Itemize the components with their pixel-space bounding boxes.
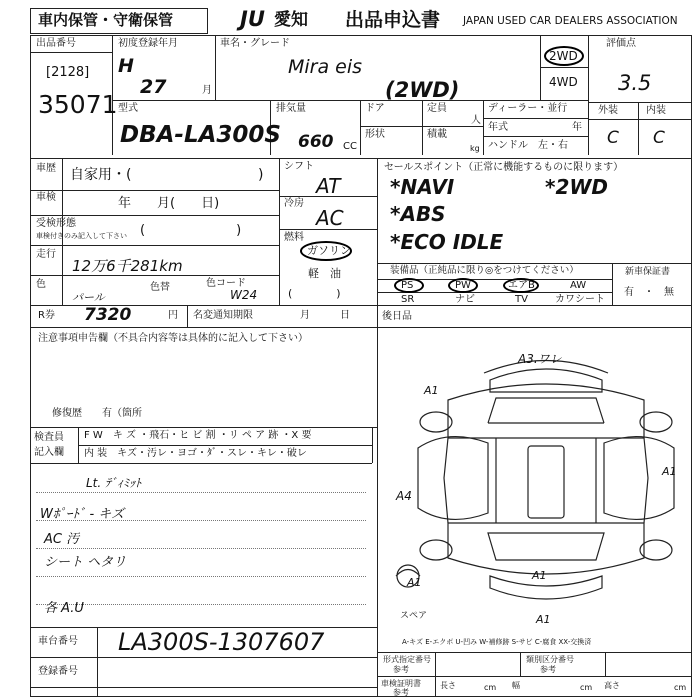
lot-label: 出品番号 — [36, 38, 76, 49]
airbag-circle — [503, 278, 539, 293]
history-value: 自家用・( — [70, 167, 132, 183]
ref-2: 参考 — [540, 665, 556, 674]
accept-paren: ( ) — [140, 223, 242, 238]
aichi-label: 愛知 — [274, 10, 308, 30]
interior-row: 内 装 キズ・汚レ・ヨゴ・ﾀﾞ・スレ・キレ・破レ — [84, 448, 307, 459]
diagram-a1-left: A1 — [407, 576, 422, 589]
sales-title: セールスポイント（正常に機能するものに限ります） — [384, 162, 624, 173]
capacity-label: 定員 — [427, 103, 447, 114]
mileage-value: 12万6千281km — [72, 257, 183, 275]
displacement-value: 660 — [298, 132, 334, 152]
sales-point-1: *NAVI — [390, 175, 455, 199]
form-title: 出品申込書 — [345, 9, 441, 31]
fuel-paren: ( ) — [288, 287, 341, 300]
cool-label: 冷房 — [284, 198, 304, 209]
form-designation-label: 形式指定番号 — [383, 655, 431, 664]
length-label: 長さ — [440, 681, 456, 690]
warranty-value: 有 ・ 無 — [624, 287, 674, 298]
diagram-a1-bottom: A1 — [536, 613, 551, 626]
category-label: 類別区分番号 — [526, 655, 574, 664]
ref-1: 参考 — [393, 665, 409, 674]
grade-label: 評価点 — [606, 38, 636, 49]
car-name: Mira eis — [288, 56, 363, 78]
sales-point-3: *ABS — [390, 202, 446, 226]
grade-value: 3.5 — [618, 71, 652, 95]
reg-doc-label: 車検証明書 — [381, 679, 421, 688]
equip-aw: AW — [570, 280, 587, 291]
fuel-gasoline: ガソリン — [307, 244, 351, 257]
shape-label: 形状 — [365, 129, 385, 140]
damage-legend: A-キズ E-エクボ U-凹み W-補修跡 S-サビ C-腐食 XX-交換済 — [402, 638, 592, 646]
shift-label: シフト — [284, 161, 314, 172]
ju-logo: JU — [240, 7, 265, 31]
diagram-a1-mid: A1 — [532, 569, 547, 582]
diagram-a4: A4 — [396, 489, 412, 503]
inspector-label-2: 記入欄 — [34, 447, 64, 458]
change-deadline-label: 名変通知期限 — [193, 310, 253, 321]
note-line-2: Wﾎﾟｰﾄﾞ - キズ — [40, 507, 125, 522]
back-door-label: 後日品 — [382, 311, 412, 322]
chassis-value: LA300S-1307607 — [118, 628, 325, 656]
note-line-4: シート ヘタリ — [44, 555, 127, 570]
notes-title: 注意事項申告欄（不具合内容等は具体的に記入して下さい） — [38, 333, 308, 344]
width-unit: cm — [580, 683, 593, 692]
equip-airbag: エアB — [508, 280, 535, 291]
era: H — [118, 55, 134, 77]
diagram-a1-right: A1 — [662, 465, 677, 478]
reg-number-label: 登録番号 — [38, 666, 78, 677]
car-diagram — [378, 328, 690, 633]
exterior-value: C — [607, 128, 619, 148]
mileage-label: 走行 — [36, 249, 56, 260]
ps-circle — [394, 278, 424, 293]
note-line-3: AC 汚 — [44, 532, 80, 547]
model-label: 型式 — [118, 103, 138, 114]
chassis-label: 車台番号 — [38, 636, 78, 647]
length-unit: cm — [484, 683, 497, 692]
equipment-title: 装備品（正純品に限り◎をつけてください） — [390, 265, 579, 276]
fw-row: F W キ ズ ・飛石・ヒ ビ 割 ・リ ペ ア 跡 ・X 要 — [84, 430, 312, 441]
kg-unit: kg — [470, 144, 480, 153]
diagram-a1-topleft: A1 — [424, 384, 439, 397]
equip-navi: ナビ — [455, 294, 475, 305]
equip-ps: PS — [401, 280, 414, 291]
cc-unit: CC — [343, 141, 357, 152]
model-year-label: 年式 — [488, 122, 508, 133]
color-value: パール — [72, 291, 105, 304]
year-unit: 年 — [572, 122, 582, 133]
inspector-label-1: 検査員 — [34, 432, 64, 443]
equip-pw: PW — [455, 280, 471, 291]
color-code-label: 色コード — [206, 278, 246, 289]
sales-point-2: *2WD — [545, 175, 609, 199]
drive-type: (2WD) — [385, 78, 460, 102]
sales-point-4: *ECO IDLE — [390, 230, 504, 254]
first-reg-label: 初度登録年月 — [118, 38, 178, 49]
height-unit: cm — [674, 683, 687, 692]
equip-tv: TV — [515, 294, 528, 305]
shift-value: AT — [316, 174, 341, 198]
interior-value: C — [653, 128, 665, 148]
opt-2wd: 2WD — [549, 49, 578, 63]
width-label: 幅 — [512, 681, 520, 690]
car-name-label: 車名・グレード — [220, 38, 290, 49]
color-change-label: 色替 — [150, 282, 170, 293]
recycle-yen: 円 — [168, 310, 178, 321]
ref-3: 参考 — [393, 688, 409, 697]
history-paren: ) — [258, 167, 264, 183]
height-label: 高さ — [604, 681, 620, 690]
fuel-label: 燃料 — [284, 232, 304, 243]
exterior-label: 外装 — [598, 105, 618, 116]
warranty-label: 新車保証書 — [625, 267, 671, 277]
displacement-label: 排気量 — [276, 103, 306, 114]
note-line-5: 各 A.U — [44, 601, 84, 616]
person-unit: 人 — [471, 115, 481, 126]
change-deadline-value: 月 日 — [300, 310, 350, 321]
load-label: 積載 — [427, 129, 447, 140]
recycle-value: 7320 — [84, 305, 132, 325]
history-label: 車歴 — [36, 163, 56, 174]
accept-label: 受検形態 — [36, 218, 76, 229]
first-reg-year: 27 — [140, 76, 167, 98]
storage-label: 車内保管・守衛保管 — [38, 11, 174, 29]
pw-circle — [448, 278, 478, 293]
lot-code: [2128] — [46, 65, 90, 80]
color-label: 色 — [36, 279, 46, 290]
association-name: JAPAN USED CAR DEALERS ASSOCIATION — [463, 15, 678, 27]
diagram-a3: A3.ワレ — [518, 352, 562, 366]
door-label: ドア — [365, 103, 385, 114]
equip-leather: カワシート — [555, 294, 605, 305]
fuel-diesel: 軽 油 — [308, 267, 341, 280]
spare-label: スペア — [400, 611, 428, 621]
opt-4wd: 4WD — [549, 75, 578, 89]
interior-label: 内装 — [646, 105, 666, 116]
month-unit: 月 — [202, 85, 212, 96]
recycle-label: R券 — [38, 310, 55, 321]
inspection-value: 年 月( 日) — [118, 196, 220, 211]
cool-value: AC — [316, 206, 344, 230]
color-code-value: W24 — [230, 288, 258, 302]
model-value: DBA-LA300S — [120, 122, 281, 148]
note-line-1: Lt. ﾃﾞｨﾐｯﾄ — [86, 476, 142, 490]
lot-number: 35071 — [38, 90, 118, 119]
repair-label: 修復歴 有（箇所 — [52, 408, 142, 419]
dealer-label: ディーラー・並行 — [488, 103, 568, 114]
inspection-label: 車検 — [36, 192, 56, 203]
accept-note: 車検付きのみ記入して下さい — [36, 232, 127, 240]
equip-sr: SR — [401, 294, 415, 305]
handle-label: ハンドル 左・右 — [488, 140, 568, 151]
